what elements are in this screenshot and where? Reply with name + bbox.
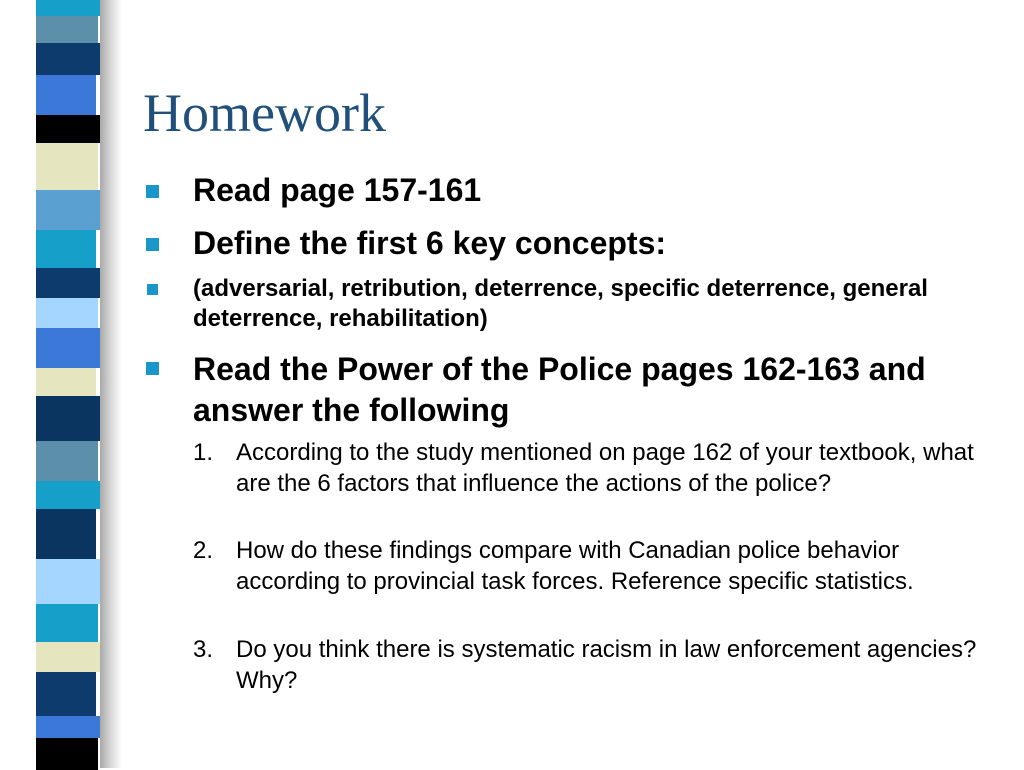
strip-segment [36, 43, 100, 75]
list-number: 1. [193, 439, 214, 466]
strip-segment [36, 190, 100, 230]
strip-segment [36, 268, 100, 298]
strip-segment [36, 0, 100, 16]
strip-segment [36, 559, 100, 604]
bullet-concept-list: (adversarial, retribution, deterrence, specific deterrence, general deterrence, rehabilitation) [193, 275, 928, 332]
slide-title: Homework [143, 83, 386, 143]
strip-segment [36, 298, 98, 328]
strip-segment [36, 481, 100, 509]
strip-segment [36, 115, 100, 143]
strip-segment [36, 16, 98, 43]
strip-segment [36, 143, 98, 190]
question-2: How do these findings compare with Canadian police behavior according to provincial task forces. Reference specific statistics. [236, 537, 914, 595]
strip-segment [36, 396, 100, 441]
question-3: Do you think there is systematic racism in law enforcement agencies? Why? [236, 636, 977, 694]
strip-segment [36, 328, 100, 368]
list-number: 3. [193, 636, 214, 663]
bullet-square-icon [146, 238, 159, 251]
bullet-square-icon [146, 362, 159, 375]
bullet-square-icon [146, 185, 159, 198]
strip-shadow [100, 0, 122, 768]
strip-segment [36, 509, 96, 559]
strip-segment [36, 716, 100, 738]
strip-segment [36, 642, 100, 672]
bullet-define-concepts: Define the first 6 key concepts: [193, 225, 667, 261]
strip-segment [36, 230, 96, 268]
bullet-square-icon [147, 284, 158, 295]
list-number: 2. [193, 537, 214, 564]
strip-segment [36, 75, 96, 115]
strip-segment [36, 441, 98, 481]
bullet-read-pages: Read page 157-161 [193, 172, 482, 208]
strip-segment [36, 604, 98, 642]
strip-segment [36, 368, 96, 396]
strip-segment [36, 672, 96, 716]
strip-segment [36, 738, 98, 770]
bullet-power-of-police: Read the Power of the Police pages 162-163 and answer the following [193, 351, 926, 428]
question-1: According to the study mentioned on page 162 of your textbook, what are the 6 factors that influence the actions of the police? [236, 439, 974, 497]
decorative-strip [36, 0, 100, 770]
